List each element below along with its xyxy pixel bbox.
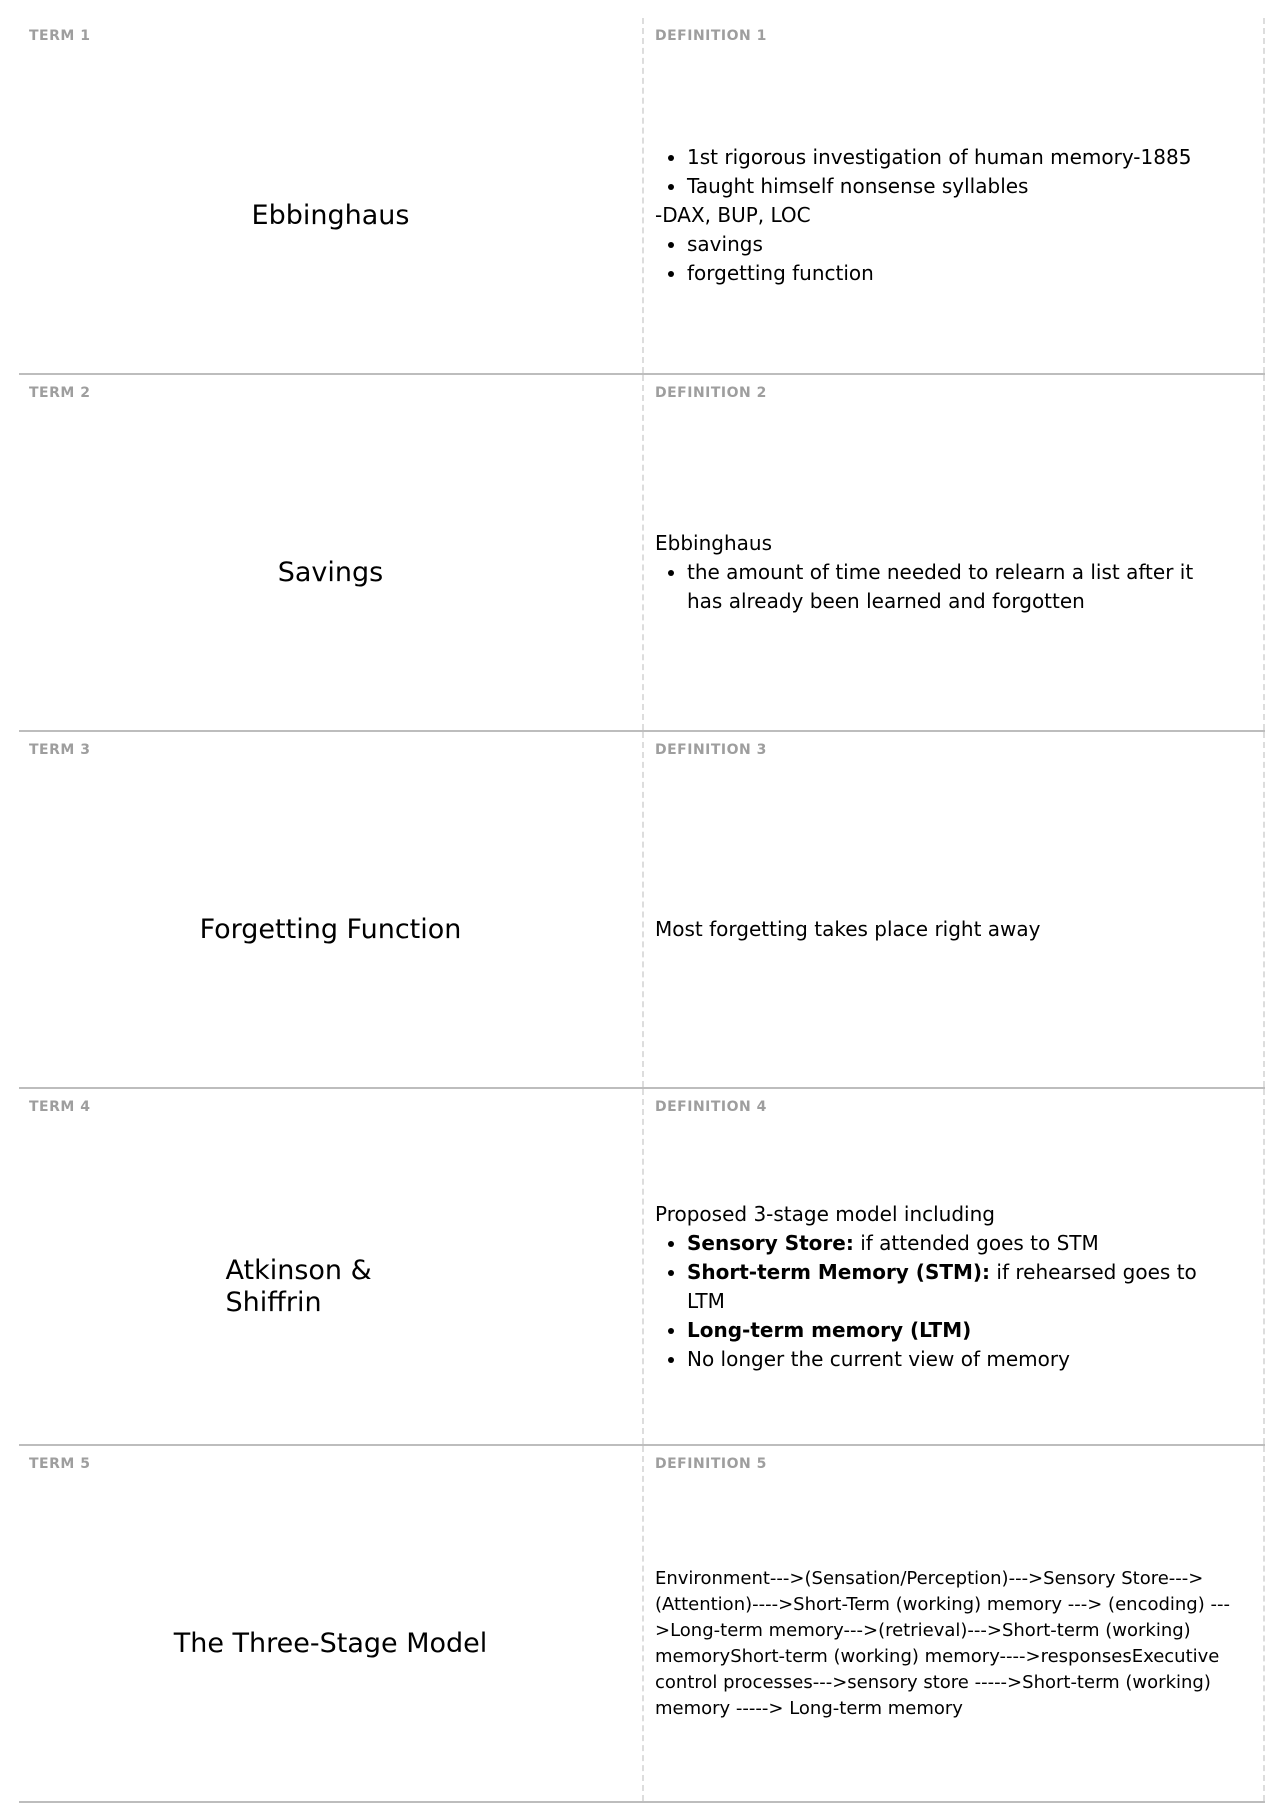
definition-label: DEFINITION 2 — [655, 385, 767, 401]
bullet-text: No longer the current view of memory — [687, 1346, 1070, 1371]
definition-bullet: • forgetting function — [687, 259, 1234, 288]
definition-label: DEFINITION 5 — [655, 1456, 767, 1472]
bullet-bold-text: Long-term memory (LTM) — [687, 1317, 972, 1342]
term-cell — [19, 1089, 642, 1444]
definition-bullet — [687, 1316, 1234, 1345]
term-text: Forgetting Function — [199, 913, 462, 945]
definition-bullet-list — [655, 143, 1234, 201]
term-text-container — [19, 1129, 642, 1444]
definition-label: DEFINITION 3 — [655, 742, 767, 758]
flashcard-3 — [19, 732, 1265, 1089]
definition-cell — [644, 1446, 1244, 1801]
definition-cell — [644, 375, 1244, 730]
definition-line: Environment--->(Sensation/Perception)--->Sensory Store--->(Attention)---->Short-Term (working) memory ---> (encoding) --->Long-term memory--->(retrieval)--->Short-term (working) memoryShort-term (working) memory---->responsesExecutive control processes--->sensory store ----->Short-term (working) memory -----> Long-term memory — [655, 1567, 1230, 1719]
definition-cell — [644, 732, 1244, 1087]
definition-bullet-list — [655, 558, 1234, 616]
term-text-container — [19, 415, 642, 730]
definition-line: -DAX, BUP, LOC — [655, 203, 811, 227]
card-right-edge — [1263, 1446, 1265, 1801]
flashcard-sheet — [19, 18, 1265, 1803]
definition-bullet — [687, 1258, 1234, 1316]
term-text: Savings — [277, 556, 384, 588]
definition-label: DEFINITION 4 — [655, 1099, 767, 1115]
term-text: The Three-Stage Model — [173, 1627, 488, 1659]
bullet-bold-text: Sensory Store: — [687, 1230, 854, 1255]
definition-body — [655, 58, 1234, 373]
definition-body — [655, 772, 1234, 1087]
term-cell — [19, 18, 642, 373]
term-text: Ebbinghaus — [251, 199, 410, 231]
definition-bullet — [687, 1345, 1234, 1374]
definition-bullet: • savings — [687, 230, 1234, 259]
flashcard-1 — [19, 18, 1265, 375]
definition-body — [655, 1129, 1234, 1444]
term-text: Atkinson & Shiffrin — [225, 1254, 372, 1318]
definition-line: Ebbinghaus — [655, 531, 772, 555]
term-label: TERM 5 — [29, 1456, 91, 1472]
term-text-container — [19, 58, 642, 373]
definition-line: Proposed 3-stage model including — [655, 1201, 995, 1226]
bullet-text: if rehearsed goes to LTM — [687, 1259, 1197, 1313]
term-label: TERM 2 — [29, 385, 91, 401]
definition-bullet-list — [655, 1229, 1234, 1374]
definition-body — [655, 415, 1234, 730]
term-cell — [19, 732, 642, 1087]
definition-bullet: • 1st rigorous investigation of human memory-1885 — [687, 143, 1234, 172]
term-cell — [19, 375, 642, 730]
card-right-edge — [1263, 1089, 1265, 1444]
definition-cell — [644, 1089, 1244, 1444]
bullet-text: if attended goes to STM — [853, 1230, 1099, 1255]
term-label: TERM 3 — [29, 742, 91, 758]
flashcard-5 — [19, 1446, 1265, 1803]
term-label: TERM 4 — [29, 1099, 91, 1115]
flashcard-2 — [19, 375, 1265, 732]
term-text-container — [19, 772, 642, 1087]
definition-cell — [644, 18, 1244, 373]
card-right-edge — [1263, 18, 1265, 373]
definition-body — [655, 1486, 1234, 1801]
definition-bullet — [687, 1229, 1234, 1258]
term-label: TERM 1 — [29, 28, 91, 44]
definition-line: Most forgetting takes place right away — [655, 917, 1041, 941]
term-text-container — [19, 1486, 642, 1801]
flashcard-4 — [19, 1089, 1265, 1446]
definition-bullet: • the amount of time needed to relearn a list after it has already been learned and forgotten — [687, 558, 1234, 616]
card-right-edge — [1263, 732, 1265, 1087]
term-cell — [19, 1446, 642, 1801]
definition-bullet-list — [655, 230, 1234, 288]
definition-bullet: • Taught himself nonsense syllables — [687, 172, 1234, 201]
definition-label: DEFINITION 1 — [655, 28, 767, 44]
bullet-bold-text: Short-term Memory (STM): — [687, 1259, 991, 1284]
card-right-edge — [1263, 375, 1265, 730]
